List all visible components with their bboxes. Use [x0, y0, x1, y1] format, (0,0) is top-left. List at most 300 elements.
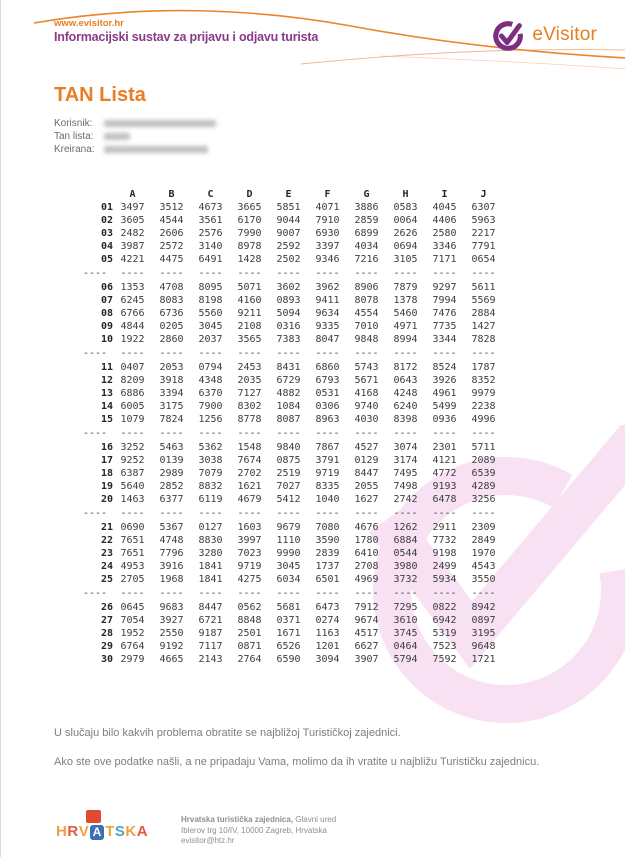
- tan-cell: 9740: [354, 401, 379, 412]
- table-row: [83, 320, 503, 333]
- table-row: [83, 534, 503, 547]
- tan-cell: 4030: [354, 414, 379, 425]
- tan-cell: 7824: [159, 414, 184, 425]
- tan-cell: 0690: [120, 522, 145, 533]
- tan-cell: 6721: [198, 615, 223, 626]
- tan-cell: 7592: [432, 654, 457, 665]
- column-header: F: [324, 189, 331, 200]
- separator-cell: ----: [315, 348, 340, 359]
- tan-cell: 3886: [354, 202, 379, 213]
- row-label: 01: [100, 202, 113, 213]
- tan-cell: 1040: [315, 494, 340, 505]
- tan-cell: 4045: [432, 202, 457, 213]
- tan-cell: 7791: [471, 241, 496, 252]
- tan-cell: 2626: [393, 228, 418, 239]
- row-label: 05: [100, 254, 113, 265]
- tan-cell: 6764: [120, 641, 145, 652]
- tan-cell: 6377: [159, 494, 184, 505]
- tan-cell: 5071: [237, 282, 262, 293]
- tan-cell: 2453: [237, 362, 262, 373]
- tan-cell: 7216: [354, 254, 379, 265]
- row-label: 21: [100, 522, 113, 533]
- tan-cell: 9674: [354, 615, 379, 626]
- separator-cell: ----: [83, 348, 108, 359]
- tan-cell: 4517: [354, 628, 379, 639]
- kreirana-value-redacted: [104, 146, 208, 153]
- separator-cell: ----: [237, 428, 262, 439]
- table-row: [83, 640, 503, 653]
- tan-cell: 9335: [315, 321, 340, 332]
- tan-cell: 7867: [315, 442, 340, 453]
- separator-cell: ----: [432, 428, 457, 439]
- tan-cell: 0407: [120, 362, 145, 373]
- tan-cell: 9719: [315, 468, 340, 479]
- site-url: www.evisitor.hr: [54, 18, 124, 29]
- row-label: 09: [100, 321, 113, 332]
- tan-cell: 6119: [198, 494, 223, 505]
- tan-cell: 3497: [120, 202, 145, 213]
- tan-cell: 1353: [120, 282, 145, 293]
- tan-cell: 9840: [276, 442, 301, 453]
- tan-cell: 2576: [198, 228, 223, 239]
- tan-cell: 2580: [432, 228, 457, 239]
- separator-cell: ----: [276, 348, 301, 359]
- tan-cell: 8978: [237, 241, 262, 252]
- table-row: [83, 387, 503, 400]
- note-problems: U slučaju bilo kakvih problema obratite se najbližoj Turističkoj zajednici.: [54, 727, 401, 739]
- tan-cell: 5499: [432, 401, 457, 412]
- separator-cell: ----: [198, 508, 223, 519]
- tan-cell: 2764: [237, 654, 262, 665]
- tan-cell: 8198: [198, 295, 223, 306]
- table-row: [83, 560, 503, 573]
- tan-cell: 3397: [315, 241, 340, 252]
- tan-cell: 4168: [354, 388, 379, 399]
- tan-cell: 2702: [237, 468, 262, 479]
- tan-cell: 3907: [354, 654, 379, 665]
- tan-cell: 9252: [120, 455, 145, 466]
- separator-cell: ----: [393, 588, 418, 599]
- tan-cell: 7900: [198, 401, 223, 412]
- tan-cell: 3045: [198, 321, 223, 332]
- tan-cell: 5743: [354, 362, 379, 373]
- column-header: D: [246, 189, 253, 200]
- column-header: G: [363, 189, 370, 200]
- tan-cell: 3590: [315, 535, 340, 546]
- tan-cell: 8335: [315, 481, 340, 492]
- tan-cell: 1256: [198, 414, 223, 425]
- hrvatska-logo-letter: K: [125, 823, 137, 840]
- tan-cell: 1841: [198, 561, 223, 572]
- tan-cell: 6627: [354, 641, 379, 652]
- tan-cell: 7010: [354, 321, 379, 332]
- tan-cell: 4708: [159, 282, 184, 293]
- tan-cell: 8078: [354, 295, 379, 306]
- tan-cell: 4527: [354, 442, 379, 453]
- tan-cell: 6766: [120, 308, 145, 319]
- tan-cell: 1787: [471, 362, 496, 373]
- tan-cell: 7735: [432, 321, 457, 332]
- row-label: 17: [100, 455, 113, 466]
- separator-cell: ----: [471, 268, 496, 279]
- row-label: 16: [100, 442, 113, 453]
- tan-cell: 1262: [393, 522, 418, 533]
- tan-cell: 7054: [120, 615, 145, 626]
- tan-cell: 1079: [120, 414, 145, 425]
- korisnik-value-redacted: [104, 120, 216, 127]
- tan-cell: 0822: [432, 602, 457, 613]
- separator-cell: ----: [354, 588, 379, 599]
- tan-cell: 9192: [159, 641, 184, 652]
- tan-cell: 8906: [354, 282, 379, 293]
- tan-cell: 3980: [393, 561, 418, 572]
- evisitor-brand: [492, 17, 597, 53]
- tan-cell: 8830: [198, 535, 223, 546]
- tan-cell: 4034: [354, 241, 379, 252]
- hrvatska-logo-letter: R: [67, 823, 79, 840]
- row-label: 02: [100, 215, 113, 226]
- tan-cell: 5560: [198, 308, 223, 319]
- separator-cell: ----: [354, 348, 379, 359]
- row-label: 26: [100, 602, 113, 613]
- group-separator-row: [83, 267, 503, 280]
- tan-cell: 2979: [120, 654, 145, 665]
- tan-cell: 2519: [276, 468, 301, 479]
- tan-cell: 6370: [198, 388, 223, 399]
- tan-cell: 2309: [471, 522, 496, 533]
- tan-cell: 2037: [198, 334, 223, 345]
- tan-cell: 6170: [237, 215, 262, 226]
- tan-cell: 3280: [198, 548, 223, 559]
- tan-cell: 0645: [120, 602, 145, 613]
- tan-cell: 9683: [159, 602, 184, 613]
- column-header: B: [168, 189, 175, 200]
- tan-cell: 6899: [354, 228, 379, 239]
- tan-cell: 7498: [393, 481, 418, 492]
- tan-cell: 2860: [159, 334, 184, 345]
- tan-cell: 0464: [393, 641, 418, 652]
- evisitor-logo-text: eVisitor: [532, 24, 597, 45]
- tan-cell: 4748: [159, 535, 184, 546]
- row-label: 13: [100, 388, 113, 399]
- tan-cell: 1737: [315, 561, 340, 572]
- separator-cell: ----: [83, 428, 108, 439]
- tan-cell: 4248: [393, 388, 418, 399]
- tan-cell: 8778: [237, 414, 262, 425]
- tan-cell: 5611: [471, 282, 496, 293]
- tan-cell: 9648: [471, 641, 496, 652]
- tan-cell: 7523: [432, 641, 457, 652]
- row-label: 07: [100, 295, 113, 306]
- tan-cell: 2708: [354, 561, 379, 572]
- tan-cell: 4348: [198, 375, 223, 386]
- tan-cell: 0139: [159, 455, 184, 466]
- tan-cell: 2108: [237, 321, 262, 332]
- group-separator-row: [83, 587, 503, 600]
- separator-cell: ----: [120, 508, 145, 519]
- tan-cell: 9990: [276, 548, 301, 559]
- separator-cell: ----: [393, 508, 418, 519]
- tan-cell: 9411: [315, 295, 340, 306]
- tan-cell: 4554: [354, 308, 379, 319]
- row-label: 04: [100, 241, 113, 252]
- row-label: 28: [100, 628, 113, 639]
- separator-cell: ----: [432, 268, 457, 279]
- footer-street-line: Iblerov trg 10/IV, 10000 Zagreb, Hrvatska: [181, 825, 328, 835]
- tan-cell: 3094: [315, 654, 340, 665]
- tan-cell: 3602: [276, 282, 301, 293]
- tan-cell: 3561: [198, 215, 223, 226]
- tan-cell: 5460: [393, 308, 418, 319]
- tan-cell: 0205: [159, 321, 184, 332]
- tan-cell: 3175: [159, 401, 184, 412]
- tan-cell: 4221: [120, 254, 145, 265]
- tan-cell: 4665: [159, 654, 184, 665]
- document-info: [54, 117, 216, 156]
- tan-cell: 9198: [432, 548, 457, 559]
- table-row: [83, 281, 503, 294]
- separator-cell: ----: [237, 588, 262, 599]
- group-separator-row: [83, 347, 503, 360]
- tan-cell: 2705: [120, 574, 145, 585]
- table-row: [83, 374, 503, 387]
- separator-cell: ----: [276, 268, 301, 279]
- tan-cell: 8302: [237, 401, 262, 412]
- column-header: A: [129, 189, 136, 200]
- tan-cell: 5412: [276, 494, 301, 505]
- tan-cell: 2499: [432, 561, 457, 572]
- tan-cell: 6729: [276, 375, 301, 386]
- separator-cell: ----: [83, 508, 108, 519]
- tan-cell: 7079: [198, 468, 223, 479]
- tan-cell: 1548: [237, 442, 262, 453]
- tan-cell: 0129: [354, 455, 379, 466]
- tan-cell: 1428: [237, 254, 262, 265]
- tan-cell: 8047: [315, 334, 340, 345]
- tan-cell: 2055: [354, 481, 379, 492]
- tan-cell: 1968: [159, 574, 184, 585]
- tan-cell: 6473: [315, 602, 340, 613]
- row-label: 22: [100, 535, 113, 546]
- tan-cell: 8963: [315, 414, 340, 425]
- tan-cell: 6491: [198, 254, 223, 265]
- tan-cell: 6793: [315, 375, 340, 386]
- tan-cell: 0643: [393, 375, 418, 386]
- tan-cell: 2482: [120, 228, 145, 239]
- separator-cell: ----: [120, 588, 145, 599]
- tan-cell: 7295: [393, 602, 418, 613]
- tan-cell: 4772: [432, 468, 457, 479]
- tan-cell: 3344: [432, 334, 457, 345]
- row-label: 14: [100, 401, 113, 412]
- separator-cell: ----: [471, 428, 496, 439]
- table-row: [83, 614, 503, 627]
- tan-cell: 2035: [237, 375, 262, 386]
- tan-cell: 1163: [315, 628, 340, 639]
- table-row: [83, 627, 503, 640]
- tan-cell: 6478: [432, 494, 457, 505]
- note-return: Ako ste ove podatke našli, a ne pripadaju Vama, molimo da ih vratite u najbližu Turističku zajednicu.: [54, 756, 540, 768]
- row-label: 12: [100, 375, 113, 386]
- separator-cell: ----: [83, 268, 108, 279]
- row-label: 23: [100, 548, 113, 559]
- hrvatska-logo-letter: A: [136, 823, 149, 840]
- tan-cell: 8095: [198, 282, 223, 293]
- tan-cell: 4544: [159, 215, 184, 226]
- tan-cell: 2501: [237, 628, 262, 639]
- tan-cell: 0654: [471, 254, 496, 265]
- separator-cell: ----: [198, 428, 223, 439]
- row-label: 27: [100, 615, 113, 626]
- tan-cell: 2301: [432, 442, 457, 453]
- row-label: 03: [100, 228, 113, 239]
- table-row: [83, 454, 503, 467]
- separator-cell: ----: [432, 588, 457, 599]
- table-row: [83, 480, 503, 493]
- tan-cell: 9719: [237, 561, 262, 572]
- separator-cell: ----: [393, 348, 418, 359]
- group-separator-row: [83, 507, 503, 520]
- tan-cell: 2859: [354, 215, 379, 226]
- row-label: 30: [100, 654, 113, 665]
- table-row: [83, 214, 503, 227]
- tan-cell: 6245: [120, 295, 145, 306]
- tan-cell: 5640: [120, 481, 145, 492]
- tan-cell: 5094: [276, 308, 301, 319]
- tan-cell: 0936: [432, 414, 457, 425]
- table-row: [83, 547, 503, 560]
- row-label: 29: [100, 641, 113, 652]
- separator-cell: ----: [393, 428, 418, 439]
- tan-cell: 6590: [276, 654, 301, 665]
- table-row: [83, 253, 503, 266]
- hrvatska-logo-letters: [56, 824, 148, 840]
- tan-cell: 6005: [120, 401, 145, 412]
- table-header-row: [83, 188, 503, 201]
- tan-cell: 3256: [471, 494, 496, 505]
- tan-cell: 2217: [471, 228, 496, 239]
- tan-cell: 1721: [471, 654, 496, 665]
- separator-cell: ----: [237, 508, 262, 519]
- tan-cell: 0583: [393, 202, 418, 213]
- tan-cell: 2852: [159, 481, 184, 492]
- tan-cell: 2911: [432, 522, 457, 533]
- table-row: [83, 400, 503, 413]
- hrvatska-logo-letter: V: [78, 823, 90, 840]
- tan-cell: 9848: [354, 334, 379, 345]
- table-row: [83, 601, 503, 614]
- separator-cell: ----: [83, 588, 108, 599]
- tan-cell: 7383: [276, 334, 301, 345]
- tan-cell: 8524: [432, 362, 457, 373]
- tan-cell: 2849: [471, 535, 496, 546]
- info-row-tan-lista: [54, 130, 216, 143]
- tan-cell: 4996: [471, 414, 496, 425]
- tan-lista-label: Tan lista:: [54, 131, 94, 142]
- tan-cell: 0897: [471, 615, 496, 626]
- tan-cell: 9634: [315, 308, 340, 319]
- tan-cell: 4475: [159, 254, 184, 265]
- tan-cell: 7674: [237, 455, 262, 466]
- table-row: [83, 573, 503, 586]
- tan-cell: 5851: [276, 202, 301, 213]
- tan-cell: 4071: [315, 202, 340, 213]
- separator-cell: ----: [159, 588, 184, 599]
- tan-cell: 3610: [393, 615, 418, 626]
- separator-cell: ----: [120, 428, 145, 439]
- row-label: 06: [100, 282, 113, 293]
- tan-table: [83, 188, 503, 666]
- tan-cell: 5671: [354, 375, 379, 386]
- tan-cell: 1084: [276, 401, 301, 412]
- hrvatska-logo-letter: H: [56, 823, 68, 840]
- tan-cell: 1671: [276, 628, 301, 639]
- tan-cell: 4543: [471, 561, 496, 572]
- column-header: E: [285, 189, 292, 200]
- tan-cell: 6501: [315, 574, 340, 585]
- tan-cell: 1621: [237, 481, 262, 492]
- separator-cell: ----: [354, 508, 379, 519]
- system-subtitle: Informacijski sustav za prijavu i odjavu turista: [54, 30, 319, 44]
- hrvatska-logo-red-square: [86, 810, 101, 823]
- tan-cell: 6410: [354, 548, 379, 559]
- tan-cell: 3105: [393, 254, 418, 265]
- tan-cell: 0306: [315, 401, 340, 412]
- tan-cell: 9211: [237, 308, 262, 319]
- footer-org-name: Hrvatska turistička zajednica,: [181, 815, 294, 824]
- tan-cell: 0371: [276, 615, 301, 626]
- tan-cell: 4953: [120, 561, 145, 572]
- tan-cell: 3997: [237, 535, 262, 546]
- tan-cell: 7080: [315, 522, 340, 533]
- tan-cell: 3732: [393, 574, 418, 585]
- footer-org-line: [181, 815, 336, 826]
- footer-email: evisitor@htz.hr: [181, 836, 235, 845]
- tan-cell: 1110: [276, 535, 301, 546]
- table-row: [83, 413, 503, 426]
- table-row: [83, 201, 503, 214]
- tan-cell: 7910: [315, 215, 340, 226]
- tan-cell: 3987: [120, 241, 145, 252]
- tan-cell: 4961: [432, 388, 457, 399]
- tan-cell: 9679: [276, 522, 301, 533]
- tan-cell: 4160: [237, 295, 262, 306]
- separator-cell: ----: [276, 588, 301, 599]
- hrvatska-logo: [56, 810, 166, 850]
- tan-cell: 1780: [354, 535, 379, 546]
- separator-cell: ----: [159, 348, 184, 359]
- tan-cell: 5794: [393, 654, 418, 665]
- row-label: 24: [100, 561, 113, 572]
- tan-cell: 1603: [237, 522, 262, 533]
- tan-cell: 3140: [198, 241, 223, 252]
- separator-cell: ----: [159, 428, 184, 439]
- tan-cell: 2989: [159, 468, 184, 479]
- column-header: I: [441, 189, 448, 200]
- tan-cell: 5463: [159, 442, 184, 453]
- row-label: 08: [100, 308, 113, 319]
- separator-cell: ----: [471, 508, 496, 519]
- tan-cell: 7027: [276, 481, 301, 492]
- tan-cell: 3174: [393, 455, 418, 466]
- tan-cell: 7879: [393, 282, 418, 293]
- separator-cell: ----: [198, 348, 223, 359]
- tan-cell: 6884: [393, 535, 418, 546]
- tan-cell: 0064: [393, 215, 418, 226]
- separator-cell: ----: [315, 588, 340, 599]
- tan-cell: 0544: [393, 548, 418, 559]
- tan-cell: 3745: [393, 628, 418, 639]
